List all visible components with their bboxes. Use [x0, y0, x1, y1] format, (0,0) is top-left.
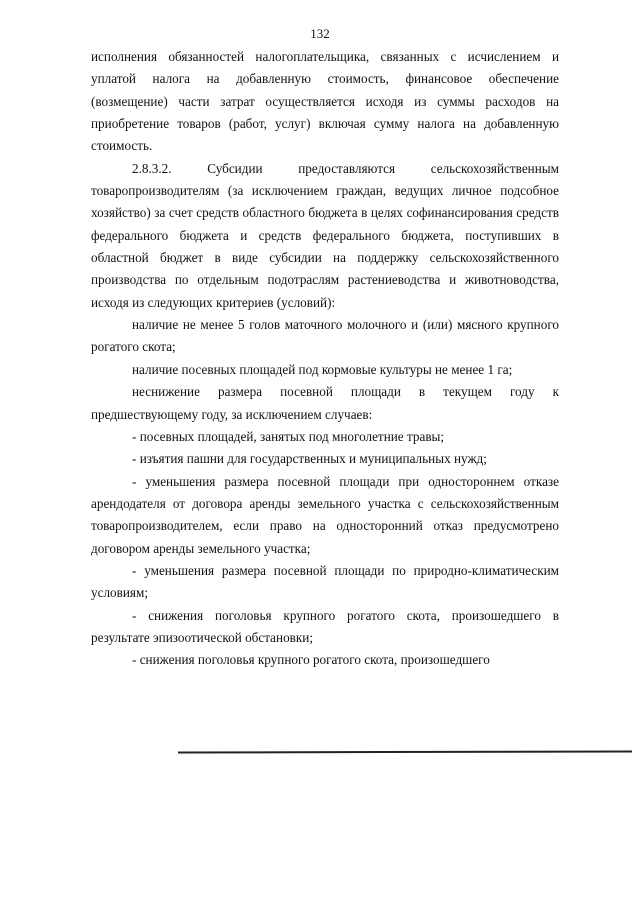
paragraph-2-8-3-2: 2.8.3.2. Субсидии предоставляются сельскохозяйственным товаропроизводителям (за исключением граждан, ведущих личное подсобное хозяйство) за счет средств областного бюджета в целях софинансирования средств федерального бюджета и средств федерального бюджета, поступивших в областной бюджет в виде субсидии на поддержку сельскохозяйственного производства по отдельным подотраслям растениеводства и животноводства, исходя из следующих критериев (условий): — [91, 160, 559, 310]
criterion-no-area-reduction: неснижение размера посевной площади в текущем году к предшествующему году, за исключением случаев: — [91, 384, 559, 422]
criterion-cattle-count: наличие не менее 5 голов маточного молочного и (или) мясного крупного рогатого скота; — [91, 317, 559, 355]
exception-land-seizure: - изъятия пашни для государственных и муниципальных нужд; — [132, 451, 487, 467]
exception-lease-refusal: - уменьшения размера посевной площади при одностороннем отказе арендодателя от договора аренды земельного участка с сельскохозяйственным товаропроизводителем, если право на односторонний отказ предусмотрено договором аренды земельного участка; — [91, 473, 559, 556]
paragraph-continuation: исполнения обязанностей налогоплательщика, связанных с исчислением и уплатой налога на добавленную стоимость, финансовое обеспечение (возмещение) части затрат осуществляется исходя из суммы расходов на приобретение товаров (работ, услуг) включая сумму налога на добавленную стоимость. — [91, 49, 559, 154]
exception-perennial-grass: - посевных площадей, занятых под многолетние травы; — [132, 428, 445, 444]
document-body — [91, 46, 559, 672]
exception-epizootic: - снижения поголовья крупного рогатого скота, произошедшего в результате эпизоотической обстановки; — [91, 607, 559, 645]
exception-cattle-decline: - снижения поголовья крупного рогатого скота, произошедшего — [132, 652, 490, 668]
criterion-forage-area: наличие посевных площадей под кормовые культуры не менее 1 га; — [132, 361, 513, 377]
exception-climate: - уменьшения размера посевной площади по природно-климатическим условиям; — [91, 562, 559, 601]
page-number: 132 — [310, 26, 330, 41]
bottom-rule-line — [178, 751, 632, 754]
